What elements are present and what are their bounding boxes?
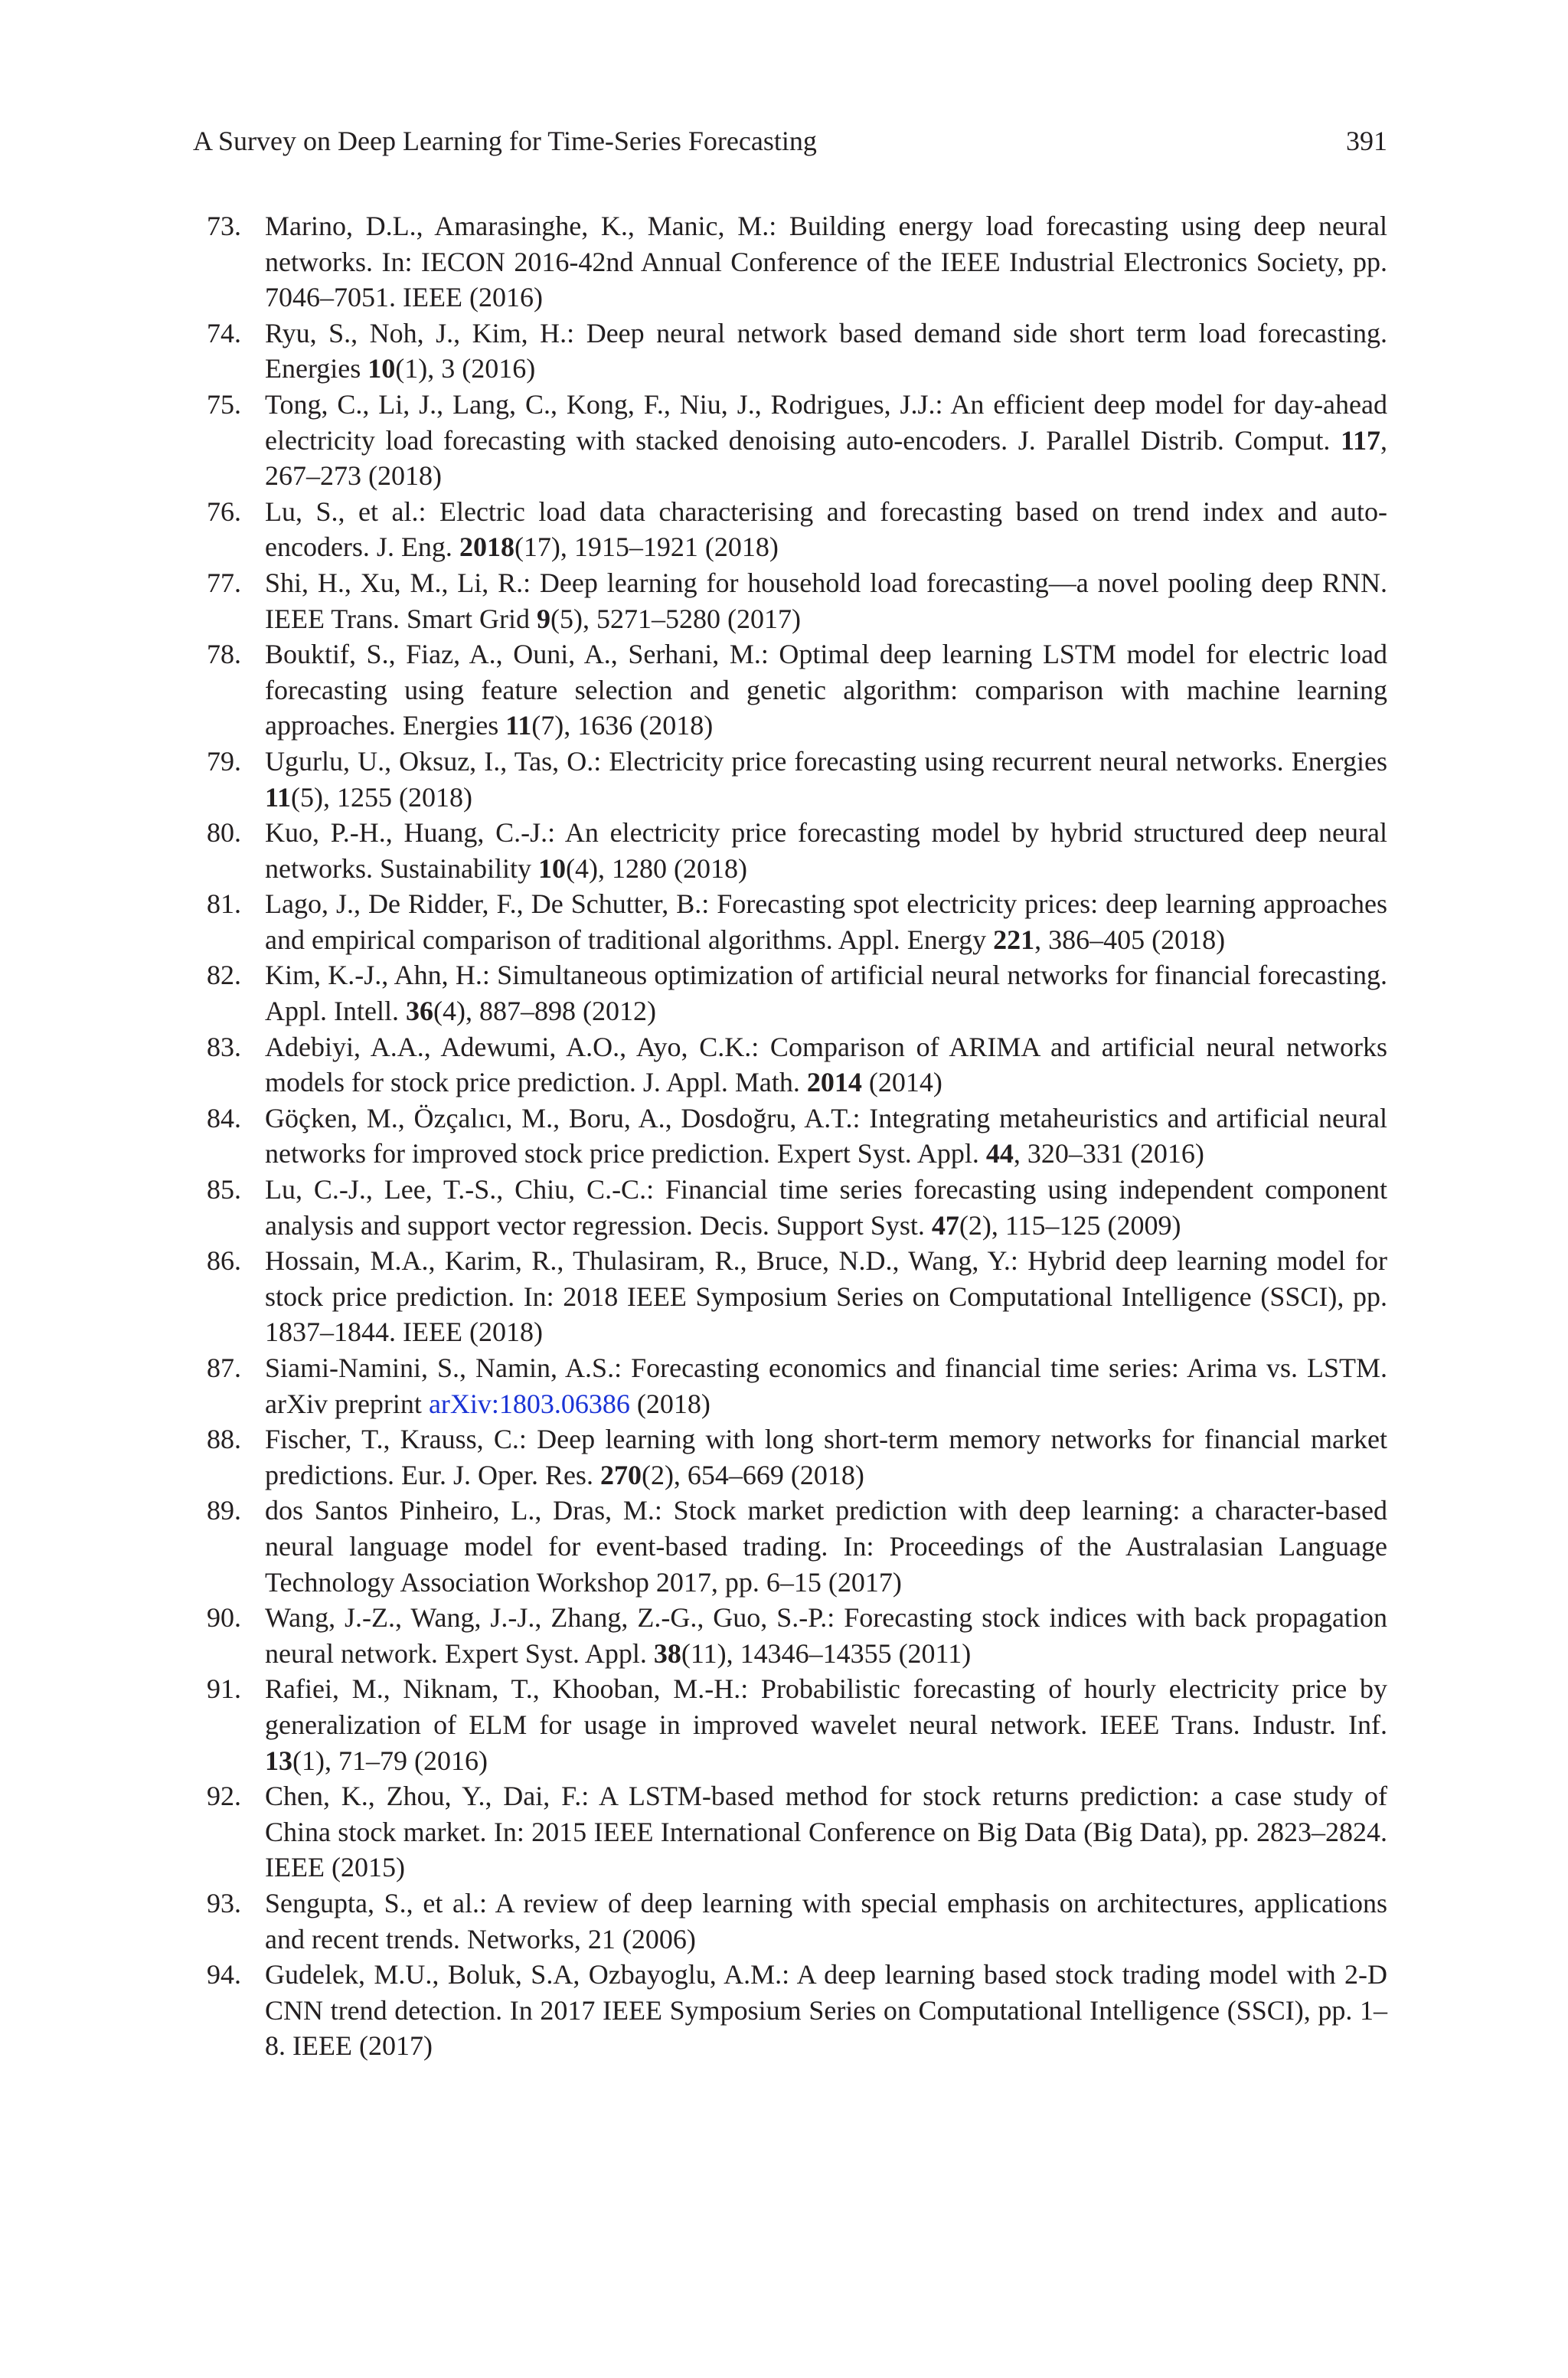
reference-volume: 11 (505, 710, 532, 741)
reference-segment: , 320–331 (2016) (1013, 1138, 1204, 1169)
reference-text (265, 1029, 1387, 1101)
reference-segment: (2018) (629, 1388, 710, 1419)
reference-number: 88. (207, 1424, 241, 1455)
reference-segment: Sengupta, S., et al.: A review of deep learning with special emphasis on architectures, applications and recent trends. Networks, 21 (2006) (265, 1887, 1387, 1954)
reference-item (193, 316, 1387, 387)
reference-item (193, 1886, 1387, 1957)
reference-segment: (17), 1915–1921 (2018) (514, 532, 779, 563)
reference-segment: dos Santos Pinheiro, L., Dras, M.: Stock market prediction with deep learning: a character-based neural language model for event-based trading. In: Proceedings of the Australasian Language Technology Association Workshop 2017, pp. 6–15 (2017) (265, 1495, 1387, 1598)
reference-volume: 47 (931, 1209, 959, 1241)
reference-item (193, 815, 1387, 886)
reference-number: 84. (207, 1102, 241, 1133)
reference-volume: 36 (405, 996, 433, 1027)
reference-segment: (7), 1636 (2018) (531, 710, 714, 741)
reference-number: 85. (207, 1174, 241, 1205)
reference-segment: Adebiyi, A.A., Adewumi, A.O., Ayo, C.K.: Comparison of ARIMA and artificial neural networks models for stock price prediction. J. Appl. Math. (265, 1031, 1387, 1098)
page-header (193, 121, 1387, 161)
reference-text (265, 1350, 1387, 1421)
reference-text (265, 1886, 1387, 1957)
reference-item (193, 208, 1387, 316)
reference-text (265, 1101, 1387, 1172)
reference-text (265, 1493, 1387, 1600)
reference-volume: 2018 (459, 532, 514, 563)
reference-segment: (5), 1255 (2018) (291, 781, 472, 813)
reference-segment: Kuo, P.-H., Huang, C.-J.: An electricity price forecasting model by hybrid structured deep neural networks. Sustainability (265, 817, 1387, 884)
reference-segment: (2), 115–125 (2009) (959, 1209, 1181, 1241)
reference-volume: 38 (653, 1637, 681, 1669)
reference-number: 82. (207, 960, 241, 991)
reference-segment: (1), 71–79 (2016) (292, 1745, 488, 1776)
reference-item (193, 1350, 1387, 1421)
reference-number: 75. (207, 388, 241, 420)
reference-segment: (5), 5271–5280 (2017) (550, 603, 801, 634)
reference-item (193, 1957, 1387, 2064)
reference-item (193, 886, 1387, 957)
reference-volume: 270 (599, 1459, 642, 1490)
reference-segment: (1), 3 (2016) (395, 353, 536, 384)
reference-text (265, 1600, 1387, 1671)
reference-segment: Shi, H., Xu, M., Li, R.: Deep learning for household load forecasting—a novel pooling deep RNN. IEEE Trans. Smart Grid (265, 567, 1387, 634)
reference-number: 79. (207, 745, 241, 777)
reference-volume: 13 (265, 1745, 292, 1776)
reference-segment: Lago, J., De Ridder, F., De Schutter, B.: Forecasting spot electricity prices: deep learning approaches and empirical comparison of traditional algorithms. Appl. Energy (265, 888, 1387, 955)
reference-segment: , 386–405 (2018) (1034, 924, 1226, 955)
reference-segment: (2014) (861, 1067, 942, 1098)
reference-segment: Hossain, M.A., Karim, R., Thulasiram, R., Bruce, N.D., Wang, Y.: Hybrid deep learning model for stock price prediction. In: 2018 IEEE Symposium Series on Computational Intelligence (SSCI), pp. 1837–1844. IEEE (2018) (265, 1245, 1387, 1348)
reference-segment: Tong, C., Li, J., Lang, C., Kong, F., Niu, J., Rodrigues, J.J.: An efficient deep model for day-ahead electricity load forecasting with stacked denoising auto-encoders. J. Parallel Distrib. Comput. (265, 388, 1387, 456)
reference-number: 94. (207, 1959, 241, 1990)
reference-segment: (11), 14346–14355 (2011) (681, 1637, 972, 1669)
reference-item (193, 387, 1387, 494)
reference-segment: Siami-Namini, S., Namin, A.S.: Forecasting economics and financial time series: Arima vs. LSTM. arXiv preprint (265, 1353, 1387, 1419)
reference-segment: , 267–273 (2018) (265, 424, 1387, 492)
page-number: 391 (1346, 126, 1387, 156)
reference-item (193, 565, 1387, 636)
running-title: A Survey on Deep Learning for Time-Series Forecasting (193, 126, 817, 156)
reference-item (193, 1600, 1387, 1671)
reference-segment: Wang, J.-Z., Wang, J.-J., Zhang, Z.-G., Guo, S.-P.: Forecasting stock indices with back propagation neural network. Expert Syst. Appl. (265, 1602, 1387, 1669)
reference-text (265, 208, 1387, 316)
reference-segment: Bouktif, S., Fiaz, A., Ouni, A., Serhani, M.: Optimal deep learning LSTM model for electric load forecasting using feature selection and genetic algorithm: comparison with machine learning approaches. Energies (265, 639, 1387, 741)
reference-item (193, 1778, 1387, 1886)
reference-volume: 2014 (806, 1067, 862, 1098)
reference-segment: (4), 1280 (2018) (565, 852, 747, 884)
reference-number: 90. (207, 1602, 241, 1634)
reference-item (193, 1243, 1387, 1350)
reference-number: 89. (207, 1495, 241, 1526)
reference-number: 92. (207, 1781, 241, 1812)
reference-number: 91. (207, 1673, 241, 1705)
reference-volume: 9 (537, 603, 550, 634)
reference-volume: 10 (537, 852, 566, 884)
reference-segment: Ugurlu, U., Oksuz, I., Tas, O.: Electricity price forecasting using recurrent neural networks. Energies (265, 745, 1387, 777)
reference-segment: Chen, K., Zhou, Y., Dai, F.: A LSTM-based method for stock returns prediction: a case study of China stock market. In: 2015 IEEE International Conference on Big Data (Big Data), pp. 2823–2824. IEEE (2015) (265, 1781, 1387, 1883)
reference-item (193, 1101, 1387, 1172)
reference-number: 93. (207, 1887, 241, 1918)
reference-number: 81. (207, 888, 241, 920)
reference-segment: (2), 654–669 (2018) (641, 1459, 864, 1490)
reference-item (193, 1671, 1387, 1778)
reference-item (193, 636, 1387, 744)
reference-list (193, 208, 1387, 2064)
reference-segment: Marino, D.L., Amarasinghe, K., Manic, M.: Building energy load forecasting using deep neural networks. In: IECON 2016-42nd Annual Conference of the IEEE Industrial Electronics Society, pp. 7046–7051. IEEE (2016) (265, 211, 1387, 313)
reference-number: 77. (207, 567, 241, 598)
reference-text (265, 494, 1387, 565)
reference-text (265, 886, 1387, 957)
reference-text (265, 1957, 1387, 2064)
reference-number: 86. (207, 1245, 241, 1277)
arxiv-link[interactable]: arXiv:1803.06386 (428, 1388, 630, 1419)
reference-segment: Fischer, T., Krauss, C.: Deep learning with long short-term memory networks for financial market predictions. Eur. J. Oper. Res. (265, 1424, 1387, 1490)
reference-volume: 10 (368, 353, 396, 384)
reference-text (265, 815, 1387, 886)
reference-number: 80. (207, 817, 241, 849)
reference-segment: Gudelek, M.U., Boluk, S.A, Ozbayoglu, A.M.: A deep learning based stock trading model with 2-D CNN trend detection. In 2017 IEEE Symposium Series on Computational Intelligence (SSCI), pp. 1–8. IEEE (2017) (265, 1959, 1387, 2062)
reference-item (193, 744, 1387, 815)
reference-item (193, 1029, 1387, 1101)
reference-number: 74. (207, 317, 241, 348)
reference-number: 78. (207, 639, 241, 670)
reference-segment: Ryu, S., Noh, J., Kim, H.: Deep neural network based demand side short term load forecasting. Energies (265, 317, 1387, 384)
reference-item (193, 1493, 1387, 1600)
reference-segment: Göçken, M., Özçalıcı, M., Boru, A., Dosdoğru, A.T.: Integrating metaheuristics and artificial neural networks for improved stock price prediction. Expert Syst. Appl. (265, 1102, 1387, 1169)
reference-number: 83. (207, 1031, 241, 1062)
reference-volume: 117 (1340, 424, 1380, 456)
reference-text (265, 565, 1387, 636)
reference-text (265, 636, 1387, 744)
reference-segment: (4), 887–898 (2012) (433, 996, 656, 1027)
reference-text (265, 957, 1387, 1029)
reference-item (193, 494, 1387, 565)
reference-segment: Lu, S., et al.: Electric load data characterising and forecasting based on trend index and auto-encoders. J. Eng. (265, 496, 1387, 563)
reference-item (193, 1421, 1387, 1493)
reference-text (265, 316, 1387, 387)
reference-text (265, 1421, 1387, 1493)
reference-text (265, 387, 1387, 494)
reference-number: 87. (207, 1353, 241, 1383)
reference-item (193, 957, 1387, 1029)
reference-number: 73. (207, 211, 241, 241)
reference-text (265, 1671, 1387, 1778)
reference-volume: 221 (993, 924, 1035, 955)
reference-segment: Kim, K.-J., Ahn, H.: Simultaneous optimization of artificial neural networks for financial forecasting. Appl. Intell. (265, 960, 1387, 1027)
reference-text (265, 1778, 1387, 1886)
reference-text (265, 744, 1387, 815)
reference-text (265, 1172, 1387, 1243)
reference-item (193, 1172, 1387, 1243)
reference-volume: 44 (985, 1138, 1014, 1169)
reference-segment: Lu, C.-J., Lee, T.-S., Chiu, C.-C.: Financial time series forecasting using independent component analysis and support vector regression. Decis. Support Syst. (265, 1174, 1387, 1241)
reference-segment: Rafiei, M., Niknam, T., Khooban, M.-H.: Probabilistic forecasting of hourly electricity price by generalization of ELM for usage in improved wavelet neural network. IEEE Trans. Industr. Inf. (265, 1673, 1387, 1740)
reference-text (265, 1243, 1387, 1350)
reference-number: 76. (207, 496, 241, 527)
reference-volume: 11 (265, 781, 292, 813)
